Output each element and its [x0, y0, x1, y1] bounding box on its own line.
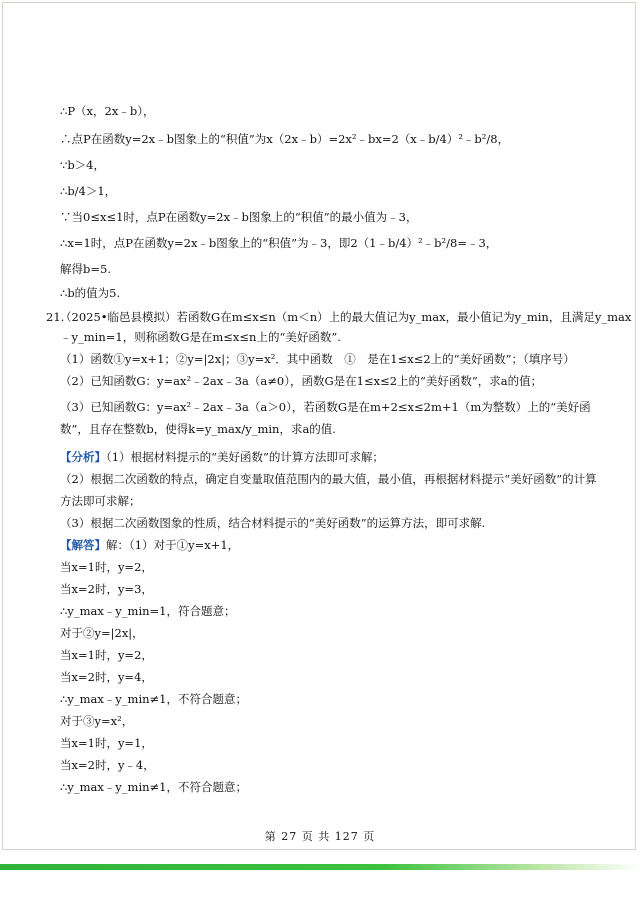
text-line: 当x=1时，y=2， — [60, 648, 153, 662]
text-line: 解得b=5. — [60, 262, 111, 276]
text-line: 当x=2时，y﹣4， — [60, 758, 155, 772]
text-line: 方法即可求解； — [60, 494, 141, 508]
text-line: ∴y_max﹣y_min≠1，不符合题意； — [60, 780, 247, 794]
question-line — [46, 308, 632, 326]
solution-text: 解：（1）对于①y=x+1， — [106, 538, 240, 552]
text-line: ∴x=1时，点P在函数y=2x﹣b图象上的“积值”为﹣3，即2（1﹣b/4）²﹣b²/8=﹣3， — [60, 236, 498, 250]
text-line: ∴y_max﹣y_min=1，符合题意； — [60, 604, 236, 618]
solution-line — [60, 536, 239, 554]
question-number: 21. — [46, 310, 65, 324]
question-text: （2025•临邑县模拟）若函数G在m≤x≤n（m＜n）上的最大值记为y_max，最小值记为y_min，且满足y_max — [60, 310, 632, 324]
text-line: ∴b/4＞1， — [60, 184, 117, 198]
text-line: 对于③y=x²， — [60, 714, 134, 728]
analysis-text: （1）根据材料提示的“美好函数”的计算方法即可求解； — [106, 450, 384, 464]
text-line: ﹣y_min=1，则称函数G是在m≤x≤n上的“美好函数”. — [60, 330, 341, 344]
text-line: （3）已知函数G：y=ax²﹣2ax﹣3a（a＞0），若函数G是在m+2≤x≤2m+1（m为整数）上的“美好函 — [60, 400, 591, 414]
text-line: 数”，且存在整数b，使得k=y_max/y_min，求a的值. — [60, 422, 336, 436]
text-line: ∵b＞4， — [60, 158, 105, 172]
text-line: （1）函数①y=x+1；②y=|2x|；③y=x²．其中函数 ① 是在1≤x≤2上的“美好函数”；（填序号） — [60, 352, 575, 366]
text-line: （3）根据二次函数图象的性质，结合材料提示的“美好函数”的运算方法，即可求解. — [60, 516, 486, 530]
green-bar — [0, 864, 640, 870]
analysis-tag: 【分析】 — [60, 450, 106, 464]
text-line: 当x=1时，y=2， — [60, 560, 153, 574]
solution-tag: 【解答】 — [60, 538, 106, 552]
text-line: 当x=1时，y=1， — [60, 736, 153, 750]
text-line: 当x=2时，y=3， — [60, 582, 153, 596]
text-line: ∴P（x，2x﹣b）， — [60, 104, 155, 118]
text-line: ∵当0≤x≤1时，点P在函数y=2x﹣b图象上的“积值”的最小值为﹣3， — [60, 210, 418, 224]
text-line: ∴y_max﹣y_min≠1，不符合题意； — [60, 692, 247, 706]
text-line: （2）根据二次函数的特点，确定自变量取值范围内的最大值，最小值，再根据材料提示“美好函数”的计算 — [60, 472, 597, 486]
text-line: 当x=2时，y=4， — [60, 670, 153, 684]
text-line: （2）已知函数G：y=ax²﹣2ax﹣3a（a≠0），函数G是在1≤x≤2上的“美好函数”，求a的值； — [60, 374, 543, 388]
text-line: ∴b的值为5. — [60, 286, 121, 300]
analysis-line — [60, 448, 384, 466]
page-footer: 第 27 页 共 127 页 — [264, 830, 376, 843]
text-line: ∴点P在函数y=2x﹣b图象上的“积值”为x（2x﹣b）=2x²﹣bx=2（x﹣b/4）²﹣b²/8， — [60, 132, 510, 146]
text-line: 对于②y=|2x|， — [60, 626, 144, 640]
